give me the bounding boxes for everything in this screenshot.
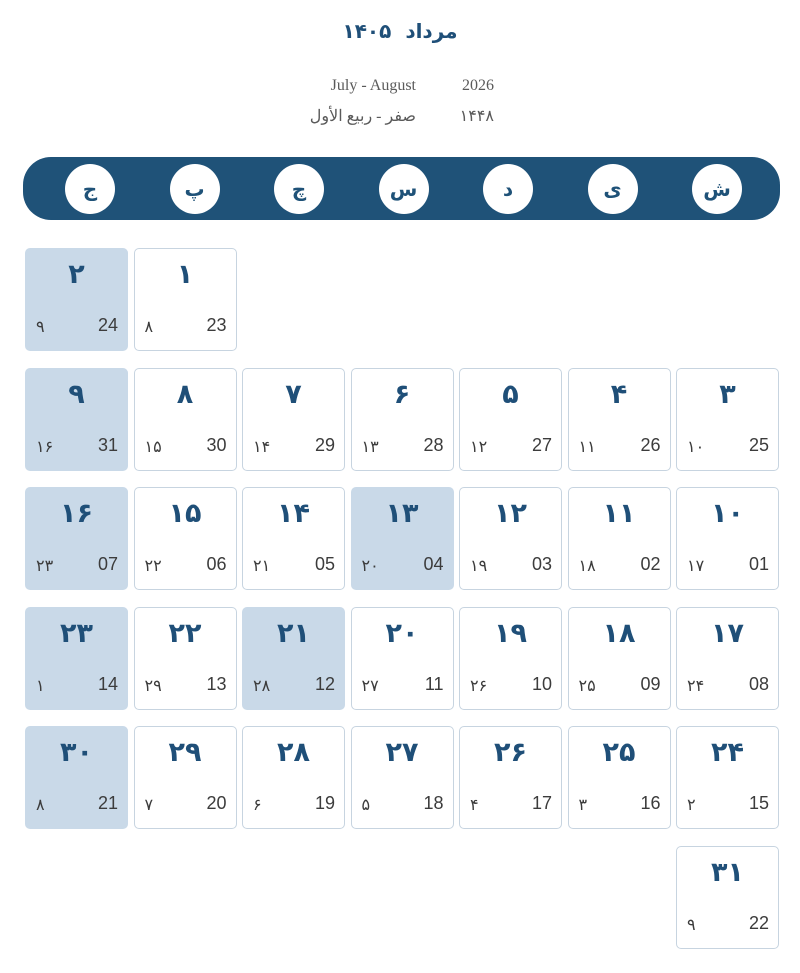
persian-day-number: ۲۳ (60, 617, 93, 649)
persian-day-number: ۳ (719, 378, 736, 410)
hijri-day-number: ۲۶ (470, 675, 488, 695)
persian-day-number: ۲۵ (602, 737, 636, 768)
hijri-months: صفر - ربیع الأول (309, 108, 416, 125)
gregorian-months: July - August (330, 77, 416, 94)
day-cell[interactable] (459, 368, 562, 471)
day-cell[interactable] (134, 726, 237, 829)
persian-day-number: ۶ (393, 378, 411, 410)
persian-day-number: ۱ (176, 259, 194, 290)
gregorian-day-number: 27 (531, 434, 552, 455)
hijri-day-number: ۱۵ (144, 436, 162, 456)
hijri-day-number: ۲۰ (361, 556, 379, 575)
gregorian-day-number: 10 (531, 673, 552, 694)
gregorian-day-number: 16 (640, 793, 661, 813)
weekday-2: د (483, 164, 533, 214)
hijri-day-number: ۲۴ (687, 675, 705, 695)
gregorian-day-number: 09 (640, 673, 661, 694)
day-cell[interactable] (25, 607, 128, 710)
hijri-day-number: ۱۴ (253, 436, 271, 456)
gregorian-day-number: 24 (97, 315, 118, 335)
persian-day-number: ۲۸ (277, 737, 310, 768)
hijri-day-number: ۱۰ (687, 436, 705, 456)
persian-year: ۱۴۰۵ (342, 19, 392, 43)
day-cell[interactable] (351, 726, 454, 829)
hijri-day-number: ۲۵ (578, 675, 596, 695)
month-title (0, 14, 800, 48)
hijri-day-number: ۲۳ (36, 556, 54, 575)
gregorian-day-number: 26 (640, 434, 661, 455)
weekday-3: س (379, 164, 429, 214)
weekday-1: ی (588, 164, 638, 214)
gregorian-year: 2026 (462, 77, 494, 94)
gregorian-day-number: 18 (423, 793, 444, 813)
day-cell[interactable] (134, 368, 237, 471)
persian-day-number: ۲۷ (385, 737, 419, 768)
hijri-day-number: ۱۶ (36, 436, 54, 456)
gregorian-day-number: 07 (97, 554, 118, 574)
day-cell[interactable] (242, 368, 345, 471)
hijri-day-number: ۹ (36, 317, 45, 336)
day-cell[interactable] (351, 368, 454, 471)
hijri-day-number: ۲۹ (144, 675, 162, 695)
gregorian-day-number: 12 (314, 673, 335, 694)
gregorian-day-number: 04 (423, 554, 444, 574)
gregorian-day-number: 11 (424, 673, 444, 694)
persian-day-number: ۲۰ (385, 617, 419, 649)
hijri-day-number: ۹ (687, 914, 696, 934)
hijri-day-number: ۱۷ (687, 556, 705, 575)
persian-day-number: ۱۷ (711, 617, 744, 649)
gregorian-day-number: 25 (748, 434, 769, 455)
persian-day-number: ۱۹ (494, 617, 527, 649)
gregorian-day-number: 01 (748, 554, 769, 574)
persian-day-number: ۲۲ (168, 617, 202, 649)
gregorian-day-number: 17 (531, 793, 552, 813)
gregorian-day-number: 06 (206, 554, 227, 574)
hijri-day-number: ۱۸ (578, 556, 596, 575)
persian-day-number: ۳۰ (60, 737, 93, 768)
hijri-day-number: ۱ (36, 675, 45, 695)
day-cell[interactable] (676, 726, 779, 829)
day-cell[interactable] (134, 607, 237, 710)
hijri-subtitle (300, 106, 500, 128)
hijri-day-number: ۸ (36, 795, 45, 814)
day-cell[interactable] (568, 607, 671, 710)
persian-day-number: ۲۱ (277, 617, 310, 649)
weekday-0: ش (692, 164, 742, 214)
day-cell[interactable] (568, 487, 671, 590)
hijri-day-number: ۲۸ (253, 675, 271, 695)
persian-day-number: ۹ (68, 378, 85, 410)
day-cell[interactable] (134, 487, 237, 590)
hijri-day-number: ۲۲ (144, 556, 162, 575)
day-cell[interactable] (25, 248, 128, 351)
day-cell[interactable] (242, 607, 345, 710)
hijri-day-number: ۳ (578, 795, 588, 814)
gregorian-day-number: 19 (314, 793, 335, 813)
gregorian-day-number: 30 (206, 434, 227, 455)
persian-day-number: ۱۶ (60, 498, 93, 529)
persian-day-number: ۱۲ (494, 498, 527, 529)
hijri-day-number: ۲۷ (361, 675, 379, 695)
persian-day-number: ۱۵ (168, 498, 202, 529)
weekday-header-bar (23, 157, 780, 220)
day-cell[interactable] (676, 607, 779, 710)
day-cell[interactable] (568, 368, 671, 471)
gregorian-day-number: 13 (206, 673, 227, 694)
gregorian-day-number: 02 (640, 554, 661, 574)
gregorian-day-number: 21 (97, 793, 118, 813)
gregorian-day-number: 23 (206, 315, 227, 335)
day-cell[interactable] (459, 726, 562, 829)
gregorian-day-number: 29 (314, 434, 335, 455)
hijri-day-number: ۱۹ (470, 556, 488, 575)
day-cell[interactable] (25, 368, 128, 471)
persian-day-number: ۱۴ (277, 498, 310, 529)
persian-day-number: ۲ (68, 259, 85, 290)
gregorian-day-number: 05 (314, 554, 335, 574)
day-cell[interactable] (676, 487, 779, 590)
day-cell[interactable] (459, 487, 562, 590)
weekday-5: پ (170, 164, 220, 214)
weekday-6: ج (65, 164, 115, 214)
hijri-day-number: ۱۱ (578, 436, 596, 456)
persian-day-number: ۲۴ (711, 737, 744, 768)
day-cell[interactable] (676, 368, 779, 471)
persian-day-number: ۸ (176, 378, 194, 410)
hijri-day-number: ۴ (470, 795, 479, 814)
hijri-day-number: ۶ (253, 795, 262, 814)
gregorian-subtitle (300, 77, 500, 99)
persian-day-number: ۲۶ (494, 737, 527, 768)
gregorian-day-number: 03 (531, 554, 552, 574)
day-cell[interactable] (676, 846, 779, 949)
persian-day-number: ۷ (285, 378, 302, 410)
hijri-day-number: ۱۲ (470, 436, 488, 456)
day-cell[interactable] (25, 487, 128, 590)
gregorian-day-number: 15 (748, 793, 769, 813)
persian-day-number: ۴ (610, 378, 628, 410)
gregorian-day-number: 28 (423, 434, 444, 455)
day-cell[interactable] (25, 726, 128, 829)
gregorian-day-number: 22 (748, 912, 769, 933)
day-cell[interactable] (242, 726, 345, 829)
persian-day-number: ۱۰ (711, 498, 744, 529)
persian-day-number: ۳۱ (711, 856, 744, 888)
hijri-day-number: ۲۱ (253, 556, 271, 575)
hijri-day-number: ۷ (144, 795, 154, 814)
hijri-day-number: ۵ (361, 795, 371, 814)
persian-day-number: ۵ (502, 378, 519, 410)
persian-month-name: مرداد (405, 19, 458, 43)
weekday-4: چ (274, 164, 324, 214)
hijri-day-number: ۲ (687, 795, 696, 814)
day-cell[interactable] (134, 248, 237, 351)
gregorian-day-number: 31 (97, 434, 118, 455)
day-cell[interactable] (459, 607, 562, 710)
persian-day-number: ۱۳ (385, 498, 419, 529)
gregorian-day-number: 08 (748, 673, 769, 694)
day-cell[interactable] (568, 726, 671, 829)
gregorian-day-number: 20 (206, 793, 227, 813)
day-cell[interactable] (351, 487, 454, 590)
persian-day-number: ۱۱ (602, 498, 636, 529)
day-cell[interactable] (351, 607, 454, 710)
day-cell[interactable] (242, 487, 345, 590)
gregorian-day-number: 14 (97, 673, 118, 694)
hijri-day-number: ۱۳ (361, 436, 379, 456)
persian-day-number: ۲۹ (168, 737, 202, 768)
hijri-year: ۱۴۴۸ (459, 108, 494, 125)
hijri-day-number: ۸ (144, 317, 154, 336)
persian-day-number: ۱۸ (602, 617, 636, 649)
